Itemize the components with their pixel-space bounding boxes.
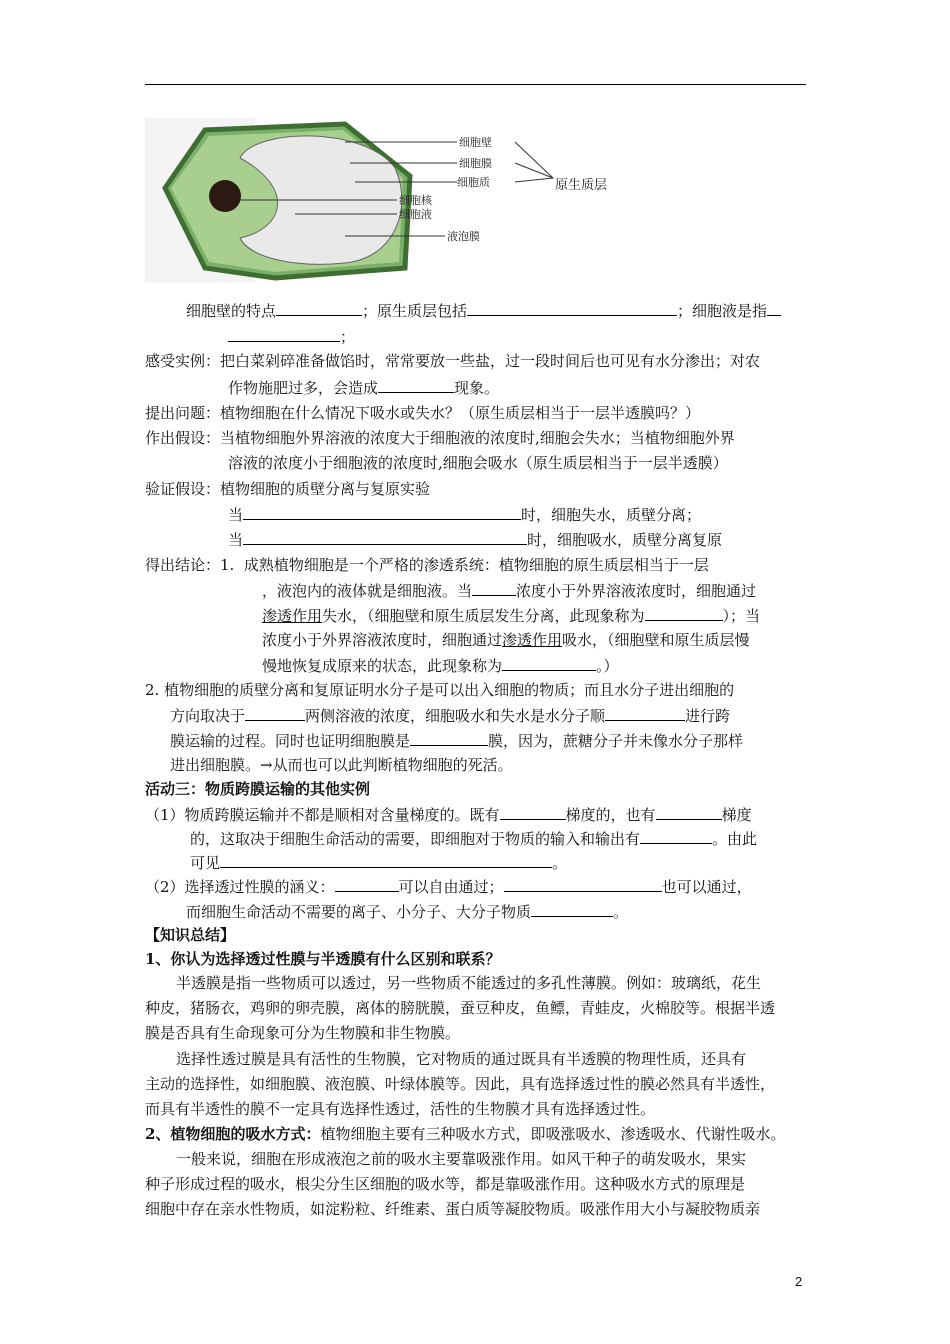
- text: 现象。: [454, 379, 500, 397]
- line-3: 感受实例：把白菜剁碎准备做馅时，常常要放一些盐，过一段时间后也可见有水分渗出；对农: [145, 352, 761, 370]
- text: 的，这取决于细胞生命活动的需要，即细胞对于物质的输入和输出有: [190, 830, 641, 848]
- question-1-heading: 1、你认为选择透过性膜与半透膜有什么区别和联系？: [145, 950, 501, 968]
- line-24: [145, 874, 810, 899]
- answer-blank: [605, 703, 685, 721]
- text: 可以自由通过；: [398, 878, 504, 896]
- label-vacuole-membrane: 液泡膜: [447, 230, 480, 243]
- text: 渗透作用: [502, 631, 563, 649]
- text: （2）选择透过性膜的涵义：: [145, 878, 335, 896]
- text: 膜，因为，蔗糖分子并未像水分子那样: [488, 732, 744, 750]
- text: 作物施肥过多，会造成: [228, 379, 379, 397]
- text: 也可以通过，: [661, 878, 752, 896]
- text: 进行跨: [685, 707, 731, 725]
- line-2: [228, 324, 893, 349]
- text: 。由此: [712, 830, 758, 848]
- text: 膜运输的过程。同时也证明细胞膜是: [170, 732, 411, 750]
- page-number: 2: [795, 1274, 803, 1289]
- line-36: 种子形成过程的吸水，根尖分生区细胞的吸水等，都是靠吸涨作用。这种吸水方式的原理是: [145, 1175, 746, 1193]
- label-cell-membrane: 细胞膜: [459, 157, 492, 170]
- line-30: 膜是否具有生命现象可分为生物膜和非生物膜。: [145, 1024, 461, 1042]
- text: 梯度的，也有: [565, 806, 656, 824]
- text: 吸水，（细胞壁和原生质层慢: [562, 631, 750, 649]
- answer-blank: [504, 874, 662, 892]
- plant-cell-figure: [145, 118, 665, 283]
- answer-blank: [410, 728, 488, 746]
- text: 细胞壁的特点: [186, 302, 277, 320]
- line-28: 半透膜是指一些物质可以透过，另一些物质不能透过的多孔性薄膜。例如：玻璃纸，花生: [176, 974, 762, 992]
- line-31: 选择性透过膜是具有活性的生物膜，它对物质的通过既具有半透膜的物理性质，还具有: [176, 1050, 747, 1068]
- line-13: [262, 603, 927, 628]
- text: 失水，（细胞壁和原生质层发生分离，此现象称为: [322, 607, 645, 625]
- answer-blank: [245, 703, 305, 721]
- text: （1）物质跨膜运输并不都是顺相对含量梯度的。既有: [145, 806, 500, 824]
- line-34: [145, 1122, 810, 1146]
- line-21: [145, 802, 810, 827]
- line-17: [170, 703, 835, 728]
- text: 时，细胞吸水，质壁分离复原: [527, 531, 723, 549]
- line-7: 溶液的浓度小于细胞液的浓度时,细胞会吸水（原生质层相当于一层半透膜）: [228, 454, 728, 472]
- line-32: 主动的选择性，如细胞膜、液泡膜、叶绿体膜等。因此，具有选择透过性的膜必然具有半透性，: [145, 1075, 776, 1093]
- answer-blank: [472, 578, 516, 596]
- answer-blank: [640, 826, 712, 844]
- answer-blank: [502, 653, 596, 671]
- text: 。: [613, 903, 629, 921]
- label-cell-sap: 细胞液: [399, 208, 432, 221]
- line-5: 提出问题：植物细胞在什么情况下吸水或失水？（原生质层相当于一层半透膜吗？）: [145, 404, 701, 422]
- answer-blank: [531, 899, 613, 917]
- text: 方向取决于: [170, 707, 246, 725]
- text: 成熟植物细胞是一个严格的渗透系统：植物细胞的原生质层相当于一层: [243, 556, 709, 574]
- line-15: [262, 653, 927, 678]
- section-heading-summary: 【知识总结】: [145, 926, 236, 944]
- text: 当: [228, 531, 244, 549]
- answer-blank: [243, 527, 527, 545]
- answer-blank: [645, 603, 723, 621]
- line-25: [186, 899, 851, 924]
- text: ，液泡内的液体就是细胞液。当: [262, 582, 473, 600]
- line-12: [262, 578, 927, 603]
- text: 当: [228, 506, 244, 524]
- line-6: 作出假设：当植物细胞外界溶液的浓度大于细胞液的浓度时,细胞会失水；当植物细胞外界: [145, 429, 735, 447]
- line-11: [145, 553, 810, 577]
- answer-blank: [467, 298, 677, 316]
- line-14: [262, 628, 927, 652]
- line-10: [228, 527, 893, 552]
- answer-blank: [276, 298, 362, 316]
- text: 浓度小于外界溶液浓度时，细胞通过: [516, 582, 757, 600]
- line-19: 进出细胞膜。→从而也可以此判断植物细胞的死活。: [170, 756, 513, 774]
- text: 可见: [190, 854, 221, 872]
- line-29: 种皮，猪肠衣，鸡卵的卵壳膜，离体的膀胱膜，蚕豆种皮，鱼鳔，青蛙皮，火棉胶等。根据半透: [145, 999, 776, 1017]
- text: 时，细胞失水，质壁分离；: [521, 506, 702, 524]
- text: 而细胞生命活动不需要的离子、小分子、大分子物质: [186, 903, 532, 921]
- line-35: 一般来说，细胞在形成液泡之前的吸水主要靠吸涨作用。如风干种子的萌发吸水，果实: [176, 1150, 747, 1168]
- header-rule: [145, 84, 806, 85]
- text: 梯度: [721, 806, 752, 824]
- text: 浓度小于外界溶液浓度时，细胞通过: [262, 631, 503, 649]
- label-protoplast-layer: 原生质层: [555, 178, 608, 193]
- answer-blank: [767, 298, 781, 316]
- text: 渗透作用: [262, 607, 323, 625]
- line-22: [190, 826, 855, 851]
- line-33: 而具有半透性的膜不一定具有选择性透过，活性的生物膜才具有选择透过性。: [145, 1100, 656, 1118]
- text: 得出结论：1.: [145, 556, 235, 574]
- line-18: [170, 728, 835, 753]
- line-4: [228, 375, 893, 400]
- label-cytoplasm: 细胞质: [457, 176, 490, 189]
- answer-blank: [656, 802, 722, 820]
- text: 。: [552, 854, 568, 872]
- line-16: 2. 植物细胞的质壁分离和复原证明水分子是可以出入细胞的物质；而且水分子进出细胞的: [145, 681, 735, 699]
- text: ）；当: [722, 607, 761, 625]
- answer-blank: [378, 375, 454, 393]
- section-heading-activity-3: 活动三：物质跨膜运输的其他实例: [145, 780, 371, 798]
- line-37: 细胞中存在亲水性物质，如淀粉粒、纤维素、蛋白质等凝胶物质。吸涨作用大小与凝胶物质亲: [145, 1200, 761, 1218]
- line-9: [228, 502, 893, 527]
- text: 两侧溶液的浓度，细胞吸水和失水是水分子顺: [305, 707, 606, 725]
- line-8: 验证假设：植物细胞的质壁分离与复原实验: [145, 480, 431, 498]
- answer-blank: [500, 802, 566, 820]
- line-23: [190, 850, 855, 875]
- answer-blank: [228, 324, 340, 342]
- question-2-heading: 2、植物细胞的吸水方式：: [145, 1125, 321, 1143]
- label-nucleus: 细胞核: [399, 194, 432, 207]
- answer-blank: [243, 502, 521, 520]
- line-1: [186, 298, 851, 323]
- answer-blank: [220, 850, 552, 868]
- label-cell-wall: 细胞壁: [459, 136, 492, 149]
- text: ；细胞液是指: [677, 302, 768, 320]
- answer-blank: [335, 874, 399, 892]
- text: ；原生质层包括: [362, 302, 468, 320]
- text: 慢地恢复成原来的状态，此现象称为: [262, 657, 503, 675]
- text: 。）: [596, 657, 619, 675]
- text: ；: [340, 328, 356, 346]
- text: 植物细胞主要有三种吸水方式，即吸涨吸水、渗透吸水、代谢性吸水。: [320, 1125, 786, 1143]
